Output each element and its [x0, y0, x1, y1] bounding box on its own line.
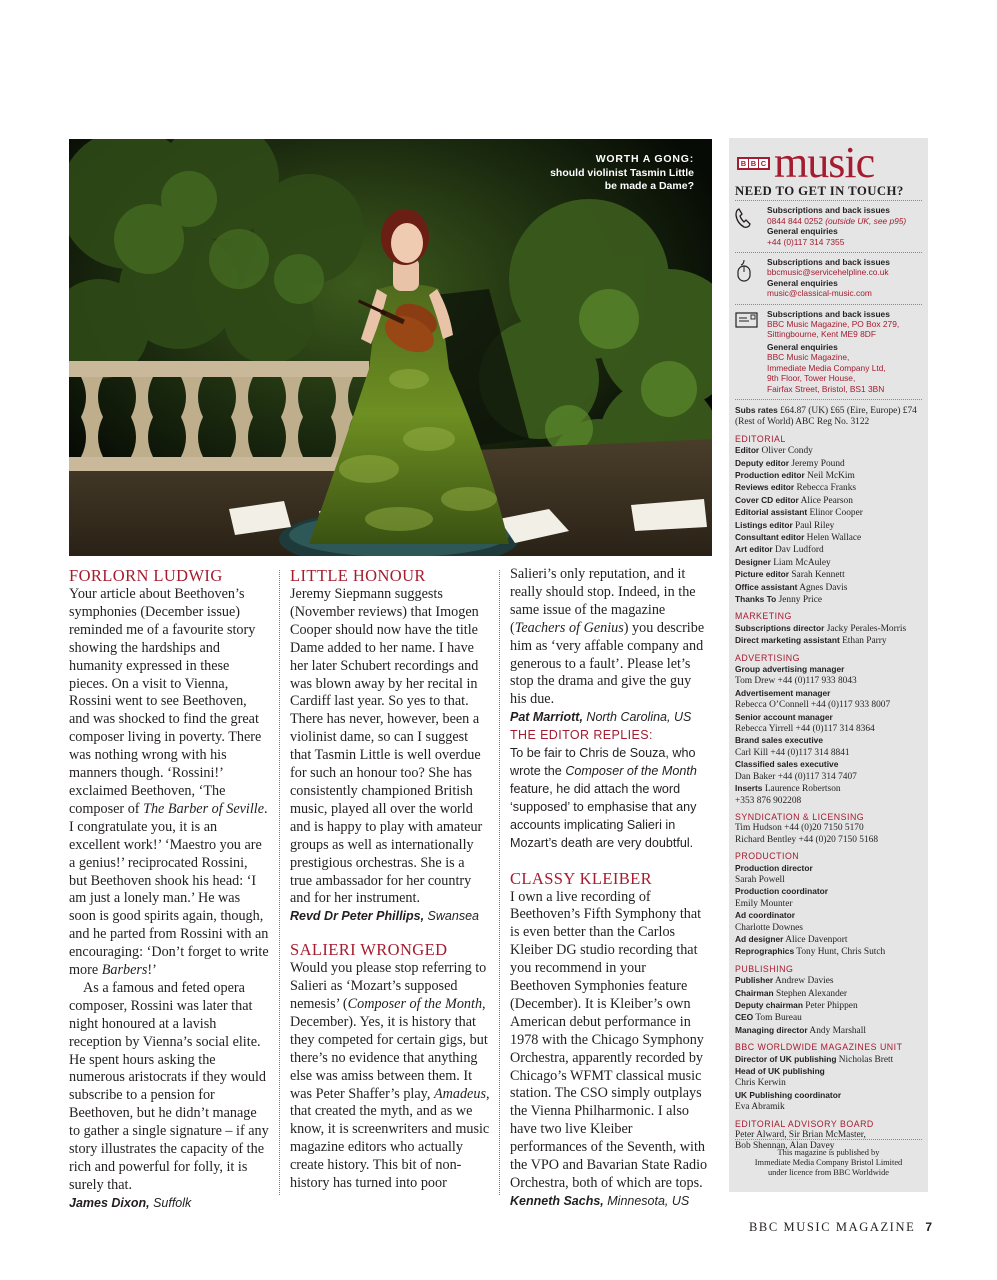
credit-row — [735, 823, 922, 834]
letter-body-classy-kleiber: I own a live recording of Beethoven’s Fifth Symphony that is even better than the Carlos Kleiber DG studio recording that you recommend in your Beethoven Symphonies feature (December). It is Kleiber’s own American debut performance in 1978 with the Chicago Symphony Orchestra, apparently recorded by Chicago’s WFMT classical music station. The CSO simply outplays the Vienna Philharmonic. I also have two live Kleiber performances of the Seventh, with the VPO and Bavarian State Radio Orchestra, both of which are tops. — [510, 888, 708, 1191]
publisher-note — [735, 1139, 922, 1178]
text-run: Would you please stop referring to Salieri as ‘Mozart’s supposed nemesis’ ( — [290, 960, 487, 1013]
credit-row — [735, 470, 922, 482]
credit-row — [735, 796, 922, 807]
credit-row — [735, 635, 922, 647]
credit-role: Consultant editor — [735, 531, 805, 542]
text-run: !’ — [147, 962, 157, 979]
credit-name: Elinor Cooper — [807, 508, 863, 519]
credit-name: Jenny Price — [776, 595, 823, 605]
credit-name: Laurence Robertson — [762, 784, 841, 795]
text-run-italic: The Barber of Seville — [143, 800, 265, 817]
credit-role: Chairman — [735, 987, 774, 998]
letters-column-3 — [510, 566, 710, 1211]
credit-role: Listings editor — [735, 519, 793, 530]
contact-label: General enquiries — [767, 226, 838, 237]
credit-name: Stephen Alexander — [773, 988, 848, 999]
credit-name: Oliver Condy — [759, 446, 813, 457]
credit-row — [735, 594, 922, 606]
letter-heading-little-honour: LITTLE HONOUR — [290, 566, 426, 585]
page-number: 7 — [925, 1220, 932, 1234]
credit-name: Dan Baker +44 (0)117 314 7407 — [735, 771, 857, 782]
publisher-line: Immediate Media Company Bristol Limited — [754, 1158, 903, 1167]
column-divider — [499, 570, 500, 1195]
text-run: , December). Yes, it is history that they competed for certain gigs, but there’s no evidence that anything else was amiss between them. It was Peter Shaffer’s play, — [290, 996, 488, 1102]
credits-section-title: MARKETING — [735, 611, 792, 622]
page-footer — [712, 1220, 932, 1235]
signature-place: Swansea — [424, 909, 479, 924]
credit-name: Eva Abramik — [735, 1102, 785, 1113]
credit-name: Dav Ludford — [772, 545, 824, 556]
text-run-italic: Barbers — [101, 962, 148, 979]
bbc-letter: B — [750, 158, 757, 168]
credit-role: Classified sales executive — [735, 759, 839, 770]
post-contact-block — [735, 304, 922, 399]
credit-row — [735, 544, 922, 556]
credit-role: Reviews editor — [735, 482, 795, 493]
letter-heading-forlorn-ludwig: FORLORN LUDWIG — [69, 566, 223, 585]
publisher-line: under licence from BBC Worldwide — [767, 1168, 890, 1177]
credit-row — [735, 495, 922, 507]
credit-row — [735, 532, 922, 544]
credits-section — [735, 851, 922, 959]
credit-role: Cover CD editor — [735, 494, 799, 505]
credit-row — [735, 1078, 922, 1089]
text-run: feature, he did attach the word ‘supposed’ to emphasise that any accounts implicating Salieri in Mozart’s death are very doubtful. — [510, 781, 697, 850]
credit-row — [735, 445, 922, 457]
mouse-icon — [735, 257, 767, 299]
text-run: . I congratulate you, it is an excellent work!’ ‘Maestro you are a genius!’ reciprocated Rossini, but Beethoven shook his head: ‘I am just a lonely man.’ He was soon is good spirits again, though, and he parted from Rossini with an encouraging: ‘Don’t forget to write more — [69, 800, 269, 979]
credits-section-title: PUBLISHING — [735, 963, 794, 974]
credit-row — [735, 520, 922, 532]
credit-role: Production director — [735, 862, 813, 873]
credits-section-title: EDITORIAL ADVISORY BOARD — [735, 1118, 874, 1129]
phone-contact-text — [767, 205, 906, 247]
letter-signature-little-honour — [290, 908, 490, 926]
contact-label: General enquiries — [767, 341, 838, 352]
credit-name: Bob Shennan, Alan Davey — [735, 1141, 835, 1152]
credit-row — [735, 946, 922, 958]
credit-row — [735, 886, 922, 898]
contact-heading: NEED TO GET IN TOUCH? — [735, 184, 904, 198]
credit-role: Group advertising manager — [735, 664, 845, 675]
credit-name: Ethan Parry — [839, 636, 887, 647]
credit-role: Production editor — [735, 469, 805, 480]
credit-row — [735, 923, 922, 934]
editor-replies-heading: THE EDITOR REPLIES: — [510, 728, 653, 743]
signature-name: James Dixon, — [69, 1195, 150, 1210]
contact-label: Subscriptions and back issues — [767, 308, 890, 319]
phone-note: (outside UK, see p95) — [825, 215, 907, 226]
letter-signature-classy-kleiber — [510, 1193, 710, 1211]
signature-place: Suffolk — [149, 1195, 192, 1210]
credit-row — [735, 835, 922, 846]
letter-signature-forlorn-ludwig — [69, 1195, 269, 1213]
signature-place: Minnesota, US — [603, 1193, 690, 1208]
credit-row — [735, 458, 922, 470]
credit-row — [735, 1066, 922, 1078]
credit-name: +353 876 902208 — [735, 795, 802, 806]
credit-row — [735, 783, 922, 795]
letter-heading-classy-kleiber: CLASSY KLEIBER — [510, 868, 653, 888]
credit-name: Paul Riley — [792, 520, 835, 531]
credit-row — [735, 772, 922, 783]
letter-body-salieri-wronged — [290, 960, 490, 1193]
credit-row — [735, 712, 922, 724]
letter-body-forlorn-ludwig-p1 — [69, 586, 269, 980]
letter-body-salieri-wronged-continued — [510, 566, 710, 709]
credit-name: Charlotte Downes — [735, 922, 803, 933]
signature-place: North Carolina, US — [582, 710, 692, 725]
credit-row — [735, 1054, 922, 1066]
credit-name: Richard Bentley +44 (0)20 7150 5168 — [735, 834, 879, 845]
letter-signature-salieri-wronged — [510, 709, 710, 727]
contact-value — [767, 216, 906, 226]
text-run: To be fair to Chris de Souza, who wrote the — [510, 746, 696, 778]
credit-role: Editor — [735, 445, 760, 456]
bbc-letter: B — [740, 158, 747, 168]
credit-name: Tony Hunt, Chris Sutch — [794, 947, 886, 958]
credit-row — [735, 988, 922, 1000]
letters-column-1 — [69, 566, 269, 1213]
publisher-line: This magazine is published by — [777, 1148, 880, 1157]
magazine-name: BBC MUSIC MAGAZINE — [749, 1220, 916, 1234]
credits-section-title: PRODUCTION — [735, 851, 800, 862]
credits-section-title: ADVERTISING — [735, 652, 800, 663]
credit-row — [735, 899, 922, 910]
staff-credits — [735, 434, 922, 1153]
credit-name: Rebecca Yirrell +44 (0)117 314 8364 — [735, 724, 875, 735]
music-wordmark: music — [774, 138, 875, 187]
address-line: Fairfax Street, Bristol, BS1 3BN — [767, 383, 885, 394]
credit-row — [735, 975, 922, 987]
credit-name: Liam McAuley — [770, 557, 831, 568]
credit-name: Helen Wallace — [804, 532, 862, 543]
address-line: Sittingbourne, Kent ME9 8DF — [767, 329, 876, 340]
subs-text: £64.87 (UK) £65 (Eire, Europe) £74 (Rest of World) ABC Reg No. 3122 — [735, 405, 917, 428]
signature-name: Revd Dr Peter Phillips, — [290, 909, 425, 924]
text-run-italic: Amadeus — [433, 1085, 486, 1102]
address-line: BBC Music Magazine, PO Box 279, — [767, 319, 900, 330]
credit-row — [735, 557, 922, 569]
credit-row — [735, 1000, 922, 1012]
credit-role: Head of UK publishing — [735, 1066, 825, 1077]
editor-reply-body — [510, 745, 710, 852]
credit-role: Managing director — [735, 1024, 808, 1035]
credit-row — [735, 748, 922, 759]
credit-name: Jacky Perales-Morris — [824, 623, 907, 634]
signature-name: Kenneth Sachs, — [510, 1193, 604, 1208]
masthead-sidebar — [729, 138, 928, 1192]
credit-name: Peter Alward, Sir Brian McMaster, — [735, 1130, 866, 1141]
credits-section-title: EDITORIAL — [735, 433, 786, 444]
credit-row — [735, 735, 922, 747]
photo-caption — [544, 153, 694, 194]
credit-row — [735, 759, 922, 771]
email-contact-block — [735, 252, 922, 304]
subscription-rates — [735, 399, 922, 429]
credit-name: Andrew Davies — [773, 976, 834, 987]
credit-name: Jeremy Pound — [788, 458, 845, 469]
credit-name: Alice Pearson — [798, 495, 853, 506]
credit-row — [735, 1102, 922, 1113]
credit-role: UK Publishing coordinator — [735, 1089, 842, 1100]
post-contact-text — [767, 309, 899, 394]
credit-role: Picture editor — [735, 569, 789, 580]
credit-role: Brand sales executive — [735, 735, 823, 746]
credits-section — [735, 653, 922, 807]
credit-role: Reprographics — [735, 946, 795, 957]
credit-role: Senior account manager — [735, 711, 833, 722]
phone-number: +44 (0)117 314 7355 — [767, 236, 845, 247]
phone-icon — [735, 205, 767, 247]
credit-role: Advertisement manager — [735, 687, 831, 698]
contact-label: Subscriptions and back issues — [767, 257, 890, 268]
letter-heading-salieri-wronged: SALIERI WRONGED — [290, 940, 448, 960]
garden-scene-illustration — [69, 139, 712, 556]
text-run: ) you describe him as ‘very affable company and generous to a fault’. Please let’s stop the drama and give the guy his due. — [510, 619, 705, 708]
credit-role: Direct marketing assistant — [735, 635, 840, 646]
text-run-italic: Teachers of Genius — [514, 619, 624, 636]
credit-row — [735, 482, 922, 494]
phone-number: 0844 844 0252 — [767, 215, 826, 226]
credit-name: Rebecca Franks — [794, 483, 857, 494]
credit-row — [735, 934, 922, 946]
phone-contact-block — [735, 200, 922, 252]
text-run: Salieri’s only reputation, and it really should stop. Indeed, in the same issue of the magazine ( — [510, 566, 696, 636]
credit-role: Subscriptions director — [735, 622, 825, 633]
caption-text: should violinist Tasmin Little be made a Dame? — [550, 166, 694, 192]
credit-role: Office assistant — [735, 581, 798, 592]
credits-section — [735, 1042, 922, 1113]
credits-section — [735, 434, 922, 607]
credit-name: Rebecca O’Connell +44 (0)117 933 8007 — [735, 700, 891, 711]
column-divider — [279, 570, 280, 1195]
letter-body-forlorn-ludwig-p2: As a famous and feted opera composer, Rossini was later that night honoured at a lavish reception by Vienna’s social elite. He spent hours asking the numerous aristocrats if they would subscribe to a pension for Beethoven, but he didn’t manage to gather a single signature – if any story illustrates the capacity of the rich and powerful for folly, it is surely that. — [69, 979, 269, 1193]
text-run: Your article about Beethoven’s symphonies (December issue) reminded me of a favourite story showing the hardships and humanity expressed in these pieces. On a visit to Vienna, Rossini went to see Beethoven, and was shocked to find the great composer living in poverty. There was nothing wrong with his manners though. ‘Rossini!’ exclaimed Beethoven, ‘The composer of — [69, 586, 262, 817]
email-address[interactable]: bbcmusic@servicehelpline.co.uk — [767, 267, 889, 278]
address-line: Immediate Media Company Ltd, — [767, 362, 886, 373]
credit-name: Nicholas Brett — [836, 1054, 894, 1065]
credit-role: Art editor — [735, 544, 773, 555]
credit-role: Designer — [735, 556, 771, 567]
credit-row — [735, 1025, 922, 1037]
bbc-letter: C — [760, 158, 767, 168]
credit-name: Sarah Powell — [735, 874, 785, 885]
text-run-italic: Composer of the Month — [347, 996, 483, 1013]
credit-row — [735, 569, 922, 581]
credit-row — [735, 664, 922, 676]
credit-name: Andy Marshall — [807, 1025, 866, 1036]
credit-name: Agnes Davis — [797, 582, 848, 593]
credit-row — [735, 1012, 922, 1024]
credit-role: Deputy chairman — [735, 1000, 803, 1010]
credit-name: Alice Davenport — [783, 934, 848, 945]
credit-name: Chris Kerwin — [735, 1078, 786, 1089]
credits-section — [735, 812, 922, 846]
credit-row — [735, 507, 922, 519]
credit-name: Peter Phippen — [802, 1001, 858, 1011]
credit-row — [735, 724, 922, 735]
letters-column-2 — [290, 566, 490, 1193]
credit-name: Carl Kill +44 (0)117 314 8841 — [735, 747, 850, 758]
credit-name: Emily Mounter — [735, 898, 793, 909]
credit-role: Ad coordinator — [735, 910, 796, 921]
text-run: , that created the myth, and as we know, it is screenwriters and music magazine editors who actually create history. This bit of non-history has turned into poor — [290, 1085, 490, 1192]
bbc-blocks-logo — [737, 157, 770, 170]
letter-icon — [735, 309, 767, 394]
credit-role: CEO — [735, 1012, 754, 1023]
text-run-italic: Composer of the Month — [565, 763, 697, 778]
credit-row — [735, 910, 922, 922]
email-address[interactable]: music@classical-music.com — [767, 288, 872, 299]
contact-label: General enquiries — [767, 277, 838, 288]
credits-section — [735, 964, 922, 1037]
credit-role: Publisher — [735, 975, 774, 986]
credit-role: Deputy editor — [735, 457, 789, 468]
credit-row — [735, 623, 922, 635]
address-line: BBC Music Magazine, — [767, 352, 850, 363]
credits-section — [735, 611, 922, 647]
credit-row — [735, 582, 922, 594]
credit-role: Inserts — [735, 783, 763, 794]
signature-name: Pat Marriott, — [510, 710, 583, 725]
credit-name: Tom Drew +44 (0)117 933 8043 — [735, 676, 857, 687]
letter-body-little-honour: Jeremy Siepmann suggests (November reviews) that Imogen Cooper should now have the title Dame added to her name. I have her later Schubert recordings and was blown away by her recital in Cardiff last year. So yes to that. There has never, however, been a violinist dame, so can I suggest that Tasmin Little is well overdue for such an honour too? She has consistently championed British music, played all over the world and is happy to play with amateur groups as well as internationally prestigious orchestras. She is a true ambassador for her country and for her instrument. — [290, 586, 483, 907]
address-line: 9th Floor, Tower House, — [767, 373, 856, 384]
credit-role: Ad designer — [735, 933, 784, 944]
bbc-music-logo — [735, 138, 922, 187]
credit-row — [735, 1090, 922, 1102]
credit-name: Tom Bureau — [753, 1013, 802, 1024]
tasmin-little-photo — [69, 139, 712, 556]
credits-section-title: BBC WORLDWIDE MAGAZINES UNIT — [735, 1042, 903, 1053]
credits-section-title: SYNDICATION & LICENSING — [735, 811, 865, 822]
credit-name: Tim Hudson +44 (0)20 7150 5170 — [735, 823, 864, 834]
credit-row — [735, 676, 922, 687]
credit-row — [735, 700, 922, 711]
credit-row — [735, 875, 922, 886]
contact-label: Subscriptions and back issues — [767, 205, 890, 216]
credit-role: Production coordinator — [735, 886, 829, 897]
caption-kicker: WORTH A GONG: — [595, 153, 694, 165]
email-contact-text — [767, 257, 890, 299]
credit-role: Thanks To — [735, 594, 777, 604]
subs-label: Subs rates — [735, 404, 778, 415]
credit-name: Neil McKim — [804, 470, 855, 481]
credit-row — [735, 688, 922, 700]
credit-row — [735, 863, 922, 875]
credit-role: Director of UK publishing — [735, 1053, 837, 1064]
credit-name: Sarah Kennett — [788, 570, 845, 581]
credit-role: Editorial assistant — [735, 507, 808, 518]
